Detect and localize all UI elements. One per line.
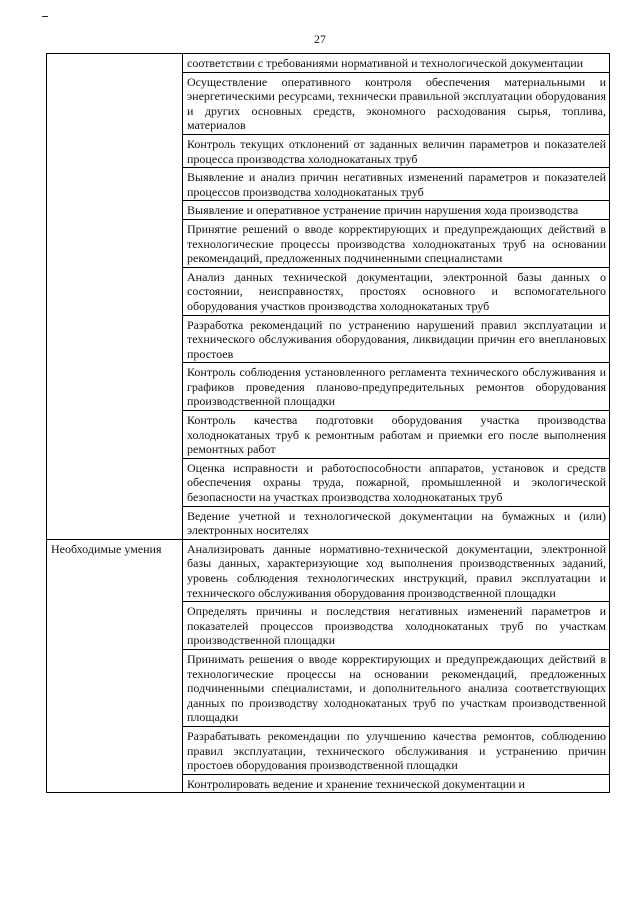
- table-cell: Анализировать данные нормативно-технической документации, электронной базы данных, характеризующие ход выполнения производственных заданий, уровень соблюдения технологических инструкций, правил эксплуатации и технического обслуживания оборудования производственной площадки: [183, 539, 610, 601]
- page-number: 27: [314, 32, 326, 46]
- table-cell: Контролировать ведение и хранение технической документации и: [183, 774, 610, 793]
- table-cell: Ведение учетной и технологической документации на бумажных и (или) электронных носителях: [183, 506, 610, 539]
- table-cell: Принимать решения о вводе корректирующих и предупреждающих действий в технологические процессы на основании рекомендаций, предложенных подчиненными специалистами, и дополнительного анализа соответствующих данных по производству холоднокатаных труб по участкам производственной площадки: [183, 649, 610, 726]
- table-cell: Оценка исправности и работоспособности аппаратов, установок и средств обеспечения охраны труда, пожарной, промышленной и экологической безопасности на участках производства холоднокатаных труб: [183, 458, 610, 506]
- requirements-table: [46, 53, 610, 793]
- table-cell: Выявление и оперативное устранение причин нарушения хода производства: [183, 201, 610, 220]
- table-cell: Осуществление оперативного контроля обеспечения материальными и энергетическими ресурсами, технически правильной эксплуатации оборудования и других основных средств, экономного расходования сырья, топлива, материалов: [183, 72, 610, 134]
- table-cell: Контроль качества подготовки оборудования участка производства холоднокатаных труб к ремонтным работам и приемки его после выполнения ремонтных работ: [183, 411, 610, 459]
- table-row: [47, 54, 610, 73]
- table-row: [47, 539, 610, 601]
- row-label: Необходимые умения: [47, 539, 183, 793]
- table-cell: Контроль текущих отклонений от заданных величин параметров и показателей процесса производства холоднокатаных труб: [183, 134, 610, 167]
- corner-mark: [42, 16, 48, 17]
- table-cell: Принятие решений о вводе корректирующих и предупреждающих действий в технологические процессы производства холоднокатаных труб на основании рекомендаций, предложенных подчиненными специалистами: [183, 219, 610, 267]
- table-cell: Выявление и анализ причин негативных изменений параметров и показателей процессов производства холоднокатаных труб: [183, 168, 610, 201]
- table-cell: соответствии с требованиями нормативной и технологической документации: [183, 54, 610, 73]
- table-cell: Анализ данных технической документации, электронной базы данных о состоянии, неисправностях, простоях основного и вспомогательного оборудования участков производства холоднокатаных труб: [183, 267, 610, 315]
- row-label: [47, 54, 183, 540]
- table-cell: Контроль соблюдения установленного регламента технического обслуживания и графиков проведения планово-предупредительных ремонтов оборудования производственной площадки: [183, 363, 610, 411]
- table-cell: Разработка рекомендаций по устранению нарушений правил эксплуатации и технического обслуживания оборудования, ликвидации причин его внеплановых простоев: [183, 315, 610, 363]
- table-cell: Разрабатывать рекомендации по улучшению качества ремонтов, соблюдению правил эксплуатации, технического обслуживания и устранению причин простоев оборудования производственной площадки: [183, 726, 610, 774]
- table-cell: Определять причины и последствия негативных изменений параметров и показателей процессов производства холоднокатаных труб по участкам производственной площадки: [183, 602, 610, 650]
